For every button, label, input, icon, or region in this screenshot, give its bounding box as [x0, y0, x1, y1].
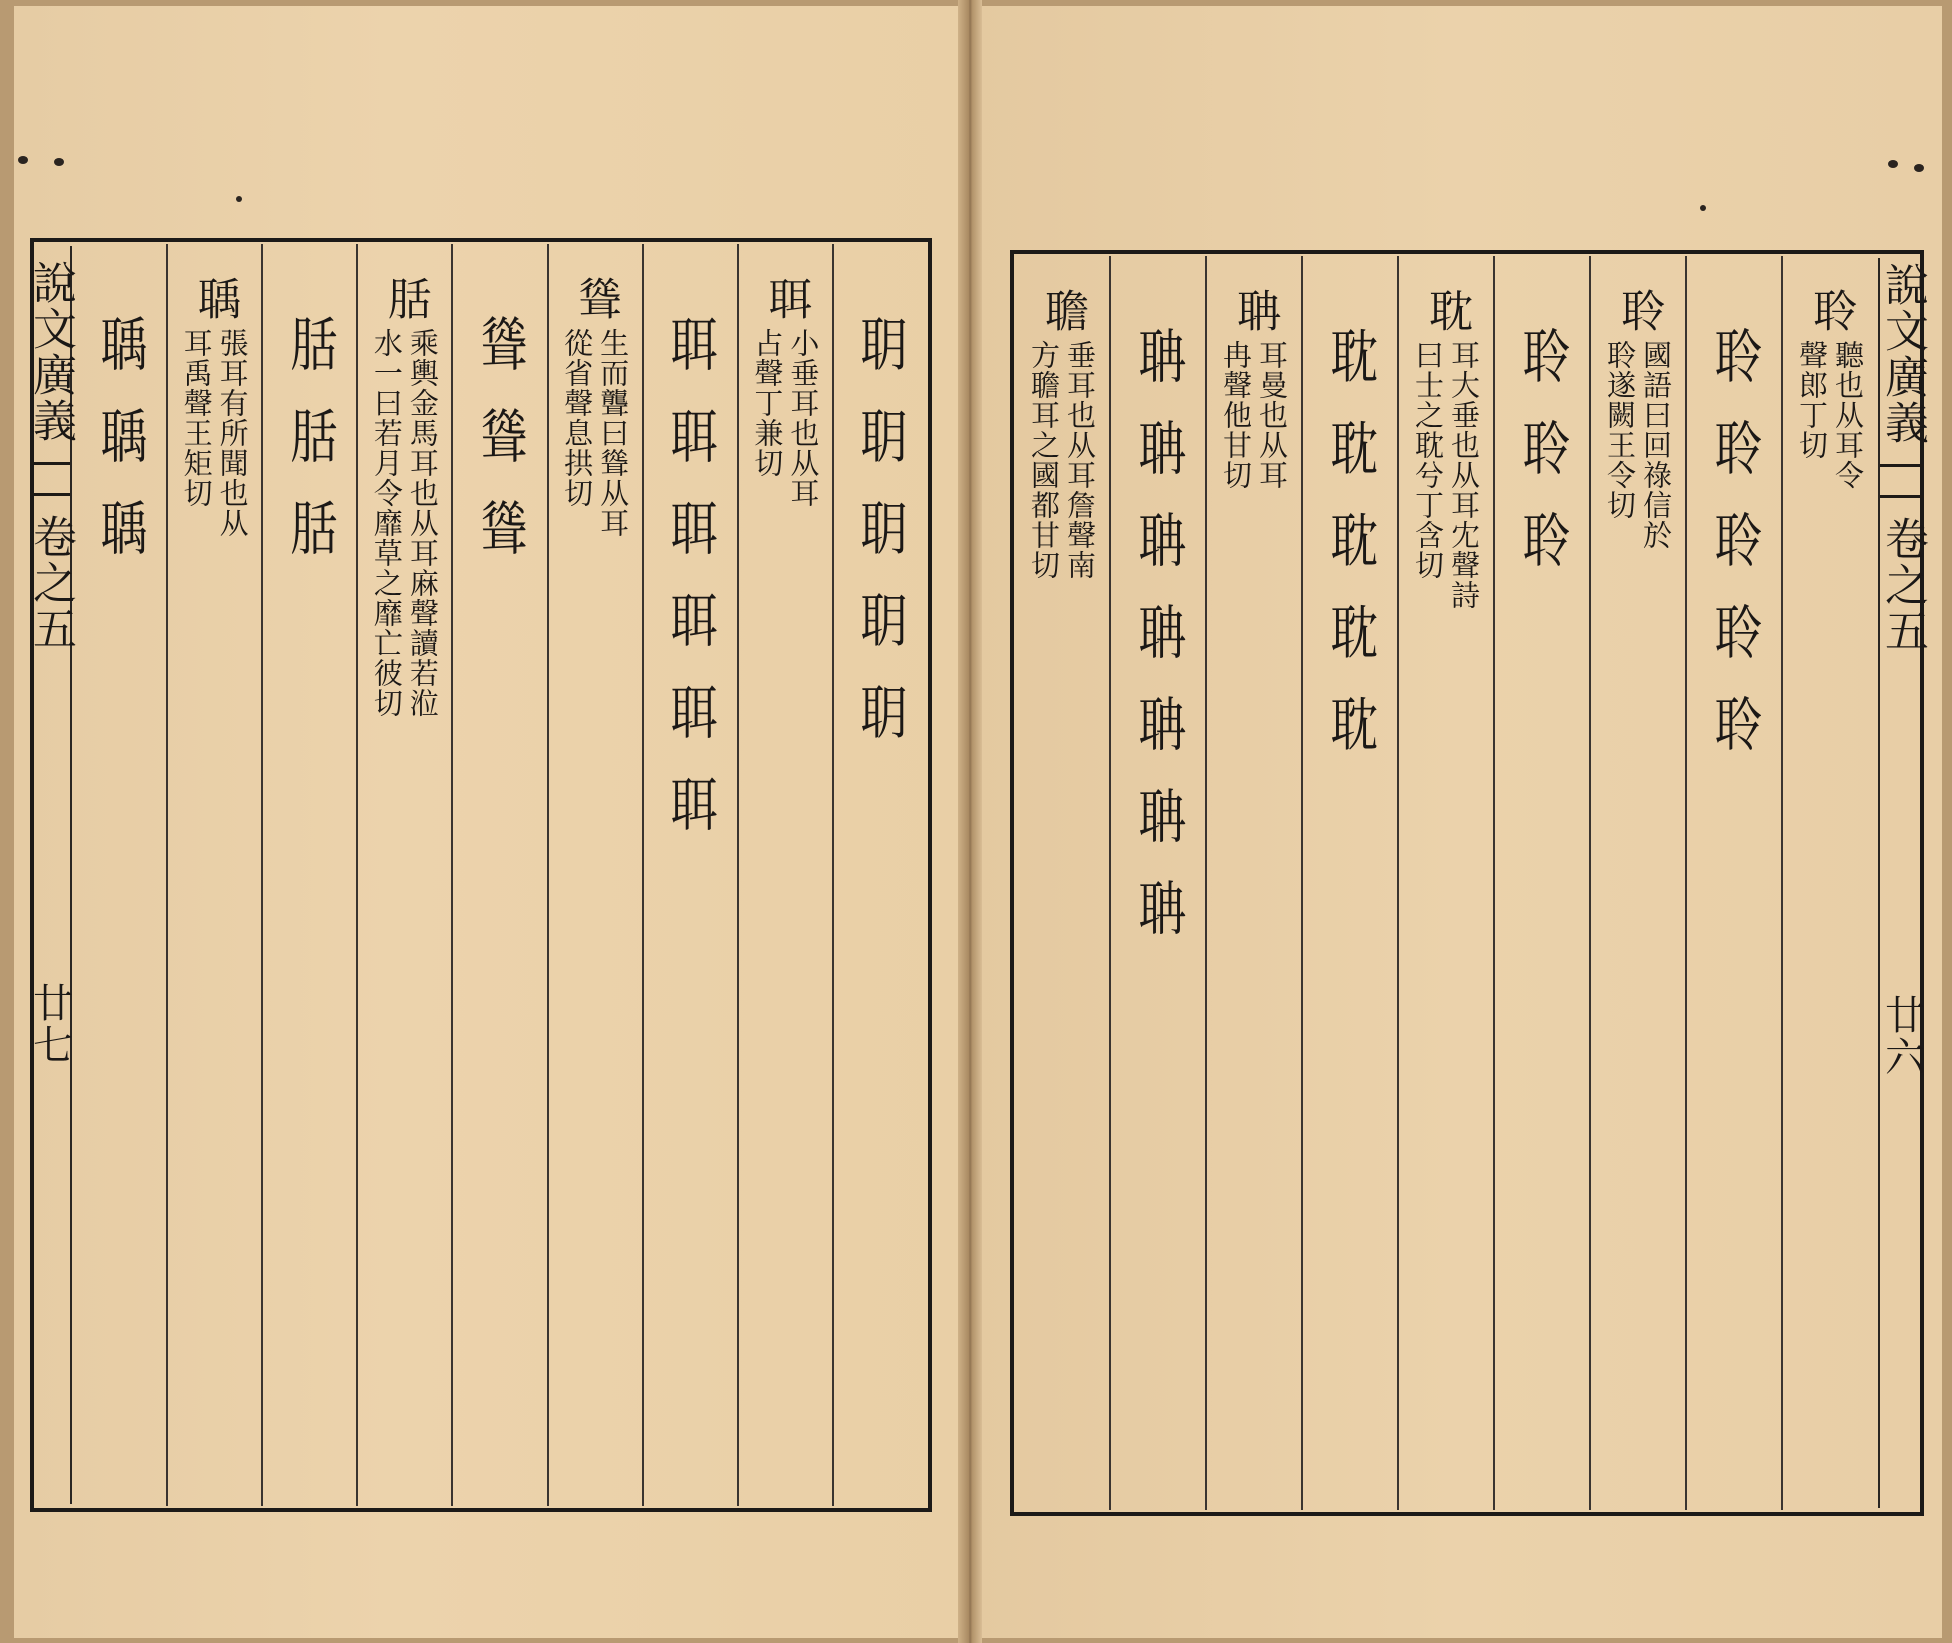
dictionary-entry [1398, 256, 1494, 1510]
seal-script-forms: 聳聳聳 [472, 314, 528, 590]
seal-script-forms: 聆聆聆聆聆 [1706, 326, 1762, 786]
gloss-line-b: 水一曰若月令靡草之靡亡彼切 [369, 328, 404, 718]
gloss-line-a: 垂耳也从耳詹聲南 [1063, 340, 1097, 580]
gloss-line-b: 方聸耳之國都甘切 [1027, 340, 1061, 580]
seal-script-column [72, 244, 167, 1506]
entry-gloss [1603, 340, 1673, 550]
entry-head-character: 聑 [760, 276, 812, 322]
seal-script-column [262, 244, 357, 1506]
entry-head-character: 聃 [1229, 288, 1280, 334]
right-columns [1014, 256, 1878, 1510]
gloss-line-b: 耳禹聲王矩切 [179, 328, 214, 508]
dictionary-entry [1782, 256, 1878, 1510]
gloss-line-a: 生而聾曰聳从耳 [596, 328, 631, 538]
ink-speck [1700, 205, 1706, 211]
gloss-line-b: 冉聲他甘切 [1219, 340, 1253, 490]
seal-script-forms: 聃聃聃聃聃聃聃 [1130, 326, 1186, 970]
entry-gloss [1411, 340, 1481, 610]
entry-gloss [180, 328, 250, 538]
entry-gloss [560, 328, 630, 538]
gloss-line-a: 小垂耳也从耳 [786, 328, 821, 508]
gloss-line-a: 耳大垂也从耳冘聲詩 [1447, 340, 1481, 610]
left-columns [72, 244, 928, 1506]
entry-head-character: 聳 [570, 276, 622, 322]
dictionary-entry [1590, 256, 1686, 1510]
gloss-line-a: 聽也从耳令 [1831, 340, 1865, 490]
entry-gloss [1795, 340, 1865, 490]
dictionary-entry [357, 244, 452, 1506]
seal-script-forms: 聥聥聥 [91, 314, 148, 590]
left-margin-column [25, 244, 76, 1506]
ink-speck [236, 196, 242, 202]
seal-script-forms: 耽耽耽耽耽 [1322, 326, 1378, 786]
right-folio-number: 廿六 [1878, 994, 1925, 1078]
gloss-line-b: 從省聲息拱切 [560, 328, 595, 508]
gloss-line-a: 耳曼也从耳 [1255, 340, 1289, 490]
entry-gloss [370, 328, 440, 718]
seal-script-forms: 䎳䎳䎳䎳䎳 [852, 314, 909, 774]
seal-script-column [1494, 256, 1590, 1510]
dictionary-entry [1014, 256, 1110, 1510]
binding-hole [54, 158, 64, 166]
gloss-line-b: 占聲丁兼切 [750, 328, 785, 478]
gloss-line-b: 聆遂闕王令切 [1603, 340, 1637, 520]
seal-script-forms: 聑聑聑聑聑聑 [662, 314, 719, 866]
dictionary-entry [738, 244, 833, 1506]
entry-head-character: 聸 [1037, 288, 1088, 334]
right-margin-column [1877, 256, 1928, 1510]
fish-tail-mark [30, 462, 70, 496]
entry-head-character: 䏦 [379, 276, 431, 322]
binding-hole [18, 156, 28, 164]
gloss-line-a: 張耳有所聞也从 [215, 328, 250, 538]
seal-script-column [1302, 256, 1398, 1510]
seal-script-column [833, 244, 928, 1506]
gloss-line-a: 乘輿金馬耳也从耳麻聲讀若涖 [405, 328, 440, 718]
entry-head-character: 聥 [189, 276, 241, 322]
seal-script-column [452, 244, 547, 1506]
right-margin-title: 說文廣義 [1877, 262, 1928, 446]
seal-script-column [1686, 256, 1782, 1510]
dictionary-entry [167, 244, 262, 1506]
entry-gloss [1027, 340, 1097, 580]
left-margin-volume: 卷之五 [25, 514, 76, 652]
right-margin-volume: 卷之五 [1877, 516, 1928, 654]
seal-script-column [643, 244, 738, 1506]
entry-gloss [750, 328, 820, 508]
left-margin-title: 說文廣義 [25, 260, 76, 444]
entry-head-character: 聆 [1613, 288, 1664, 334]
seal-script-forms: 聆聆聆 [1514, 326, 1570, 602]
seal-script-column [1110, 256, 1206, 1510]
entry-gloss [1219, 340, 1289, 490]
entry-head-character: 聆 [1805, 288, 1856, 334]
left-folio-number: 廿七 [26, 982, 73, 1066]
fish-tail-mark [1880, 464, 1924, 498]
gloss-line-b: 聲郎丁切 [1795, 340, 1829, 460]
seal-script-forms: 䏦䏦䏦 [281, 314, 338, 590]
binding-hole [1914, 164, 1924, 172]
book-gutter [958, 0, 982, 1643]
dictionary-entry [548, 244, 643, 1506]
gloss-line-b: 曰士之耽兮丁含切 [1411, 340, 1445, 580]
dictionary-entry [1206, 256, 1302, 1510]
entry-head-character: 耽 [1421, 288, 1472, 334]
binding-hole [1888, 160, 1898, 168]
gloss-line-a: 國語曰回祿信於 [1639, 340, 1673, 550]
